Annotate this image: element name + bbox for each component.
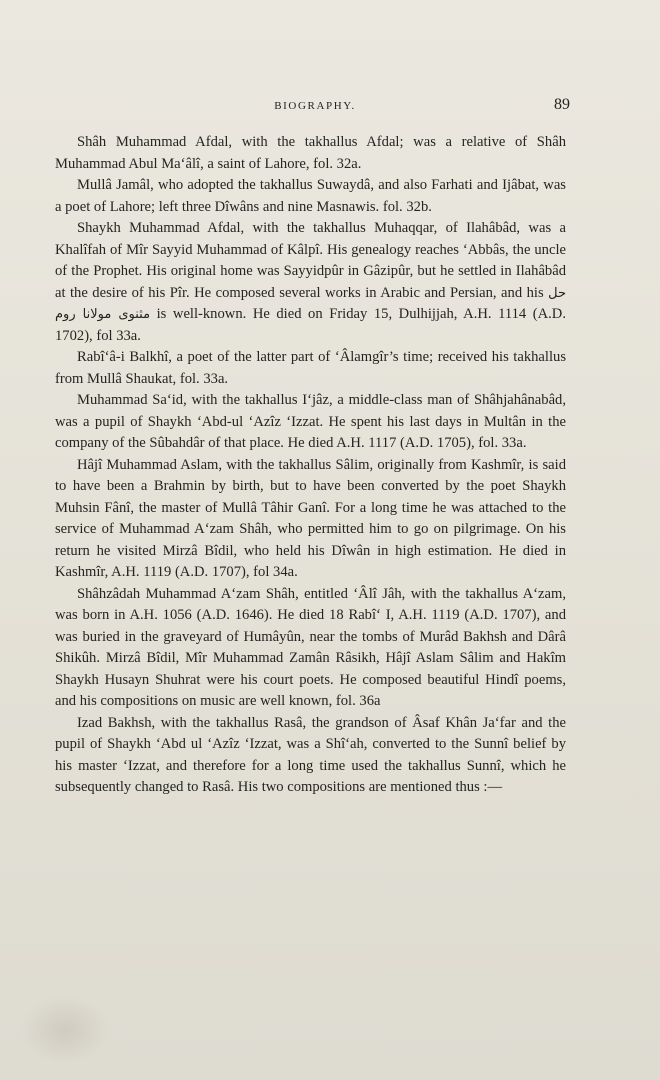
paragraph-mulla-jamal xyxy=(55,175,566,218)
arabic-title: حل مثنوی مولانا روم xyxy=(55,285,566,322)
paragraph-text: Shaykh Muhammad Afdal, with the takhallus Muhaqqar, of Ilahâbâd, was a Khalîfah of Mîr Sayyid Muhammad of Kâlpî. His genealogy reaches ‘Abbâs, the uncle of the Prophet. His original home was Sayyidpûr in Gâzipûr, but he settled in Ilahâbâd at the desire of his Pîr. He composed several works in Arabic and Persian, and his xyxy=(55,220,566,301)
paragraph-text: Muhammad Sa‘id, with the takhallus I‘jâz, a middle-class man of Shâhjahânabâd, was a pupil of Shaykh ‘Abd-ul ‘Azîz ‘Izzat. He spent his last days in Multân in the company of the Sûbahdâr of that place. He died A.H. 1117 (A.D. 1705), fol. 33a. xyxy=(55,392,566,451)
paragraph-shahzadah-azam xyxy=(55,584,566,713)
paragraph-text: Mullâ Jamâl, who adopted the takhallus Suwaydâ, and also Farhati and Ijâbat, was a poet of Lahore; left three Dîwâns and nine Masnawis. fol. 32b. xyxy=(55,177,566,215)
paragraph-text: Izad Bakhsh, with the takhallus Rasâ, the grandson of Âsaf Khân Ja‘far and the pupil of Shaykh ‘Abd ul ‘Azîz ‘Izzat, was a Shî‘ah, converted to the Sunnî belief by his master ‘Izzat, and therefore for a long time used the takhallus Sunnî, which he subsequently changed to Rasâ. His two compositions are mentioned thus :— xyxy=(55,714,566,795)
paragraph-text: Hâjî Muhammad Aslam, with the takhallus Sâlim, originally from Kashmîr, is said to have been a Brahmin by birth, but to have been converted by the poet Shaykh Muhsin Fânî, the master of Mullâ Tâhir Ganî. For a long time he was attached to the service of Muhammad A‘zam Shâh, who permitted him to go on pilgrimage. On his return he visited Mirzâ Bîdil, who held his Dîwân in high estimation. He died in Kashmîr, A.H. 1119 (A.D. 1707), fol 34a. xyxy=(55,456,566,580)
page-body xyxy=(55,132,566,799)
running-head: BIOGRAPHY. xyxy=(274,100,356,112)
paragraph-shaykh-muhammad-afdal xyxy=(55,218,566,347)
paragraph-text: Shâh Muhammad Afdal, with the takhallus Afdal; was a relative of Shâh Muhammad Abul Ma‘âlî, a saint of Lahore, fol. 32a. xyxy=(55,134,566,172)
paragraph-text: is well-known. He died on Friday 15, Dulhijjah, A.H. 1114 (A.D. 1702), fol 33a. xyxy=(55,306,566,344)
page-header xyxy=(60,96,570,120)
paragraph-text: Rabî‘â-i Balkhî, a poet of the latter part of ‘Âlamgîr’s time; received his takhallus from Mullâ Shaukat, fol. 33a. xyxy=(55,349,566,387)
paragraph-rabia-balkhi xyxy=(55,347,566,390)
paragraph-text: Shâhzâdah Muhammad A‘zam Shâh, entitled ‘Âlî Jâh, with the takhallus A‘zam, was born in A.H. 1056 (A.D. 1646). He died 18 Rabî‘ I, A.H. 1119 (A.D. 1707), and was buried in the graveyard of Humâyûn, near the tombs of Murâd Bakhsh and Dârâ Shikûh. Mirzâ Bîdil, Mîr Muhammad Zamân Râsikh, Hâjî Aslam Sâlim and Hakîm Shaykh Husayn Shuhrat were his court poets. He composed beautiful Hindî poems, and his compositions on music are well known, fol. 36a xyxy=(55,585,566,709)
paragraph-izad-bakhsh xyxy=(55,713,566,799)
paragraph-haji-muhammad-aslam xyxy=(55,455,566,584)
paragraph-shah-muhammad-afdal xyxy=(55,132,566,175)
paragraph-muhammad-said xyxy=(55,390,566,455)
page-number: 89 xyxy=(554,96,570,113)
paper-stain xyxy=(20,995,110,1065)
